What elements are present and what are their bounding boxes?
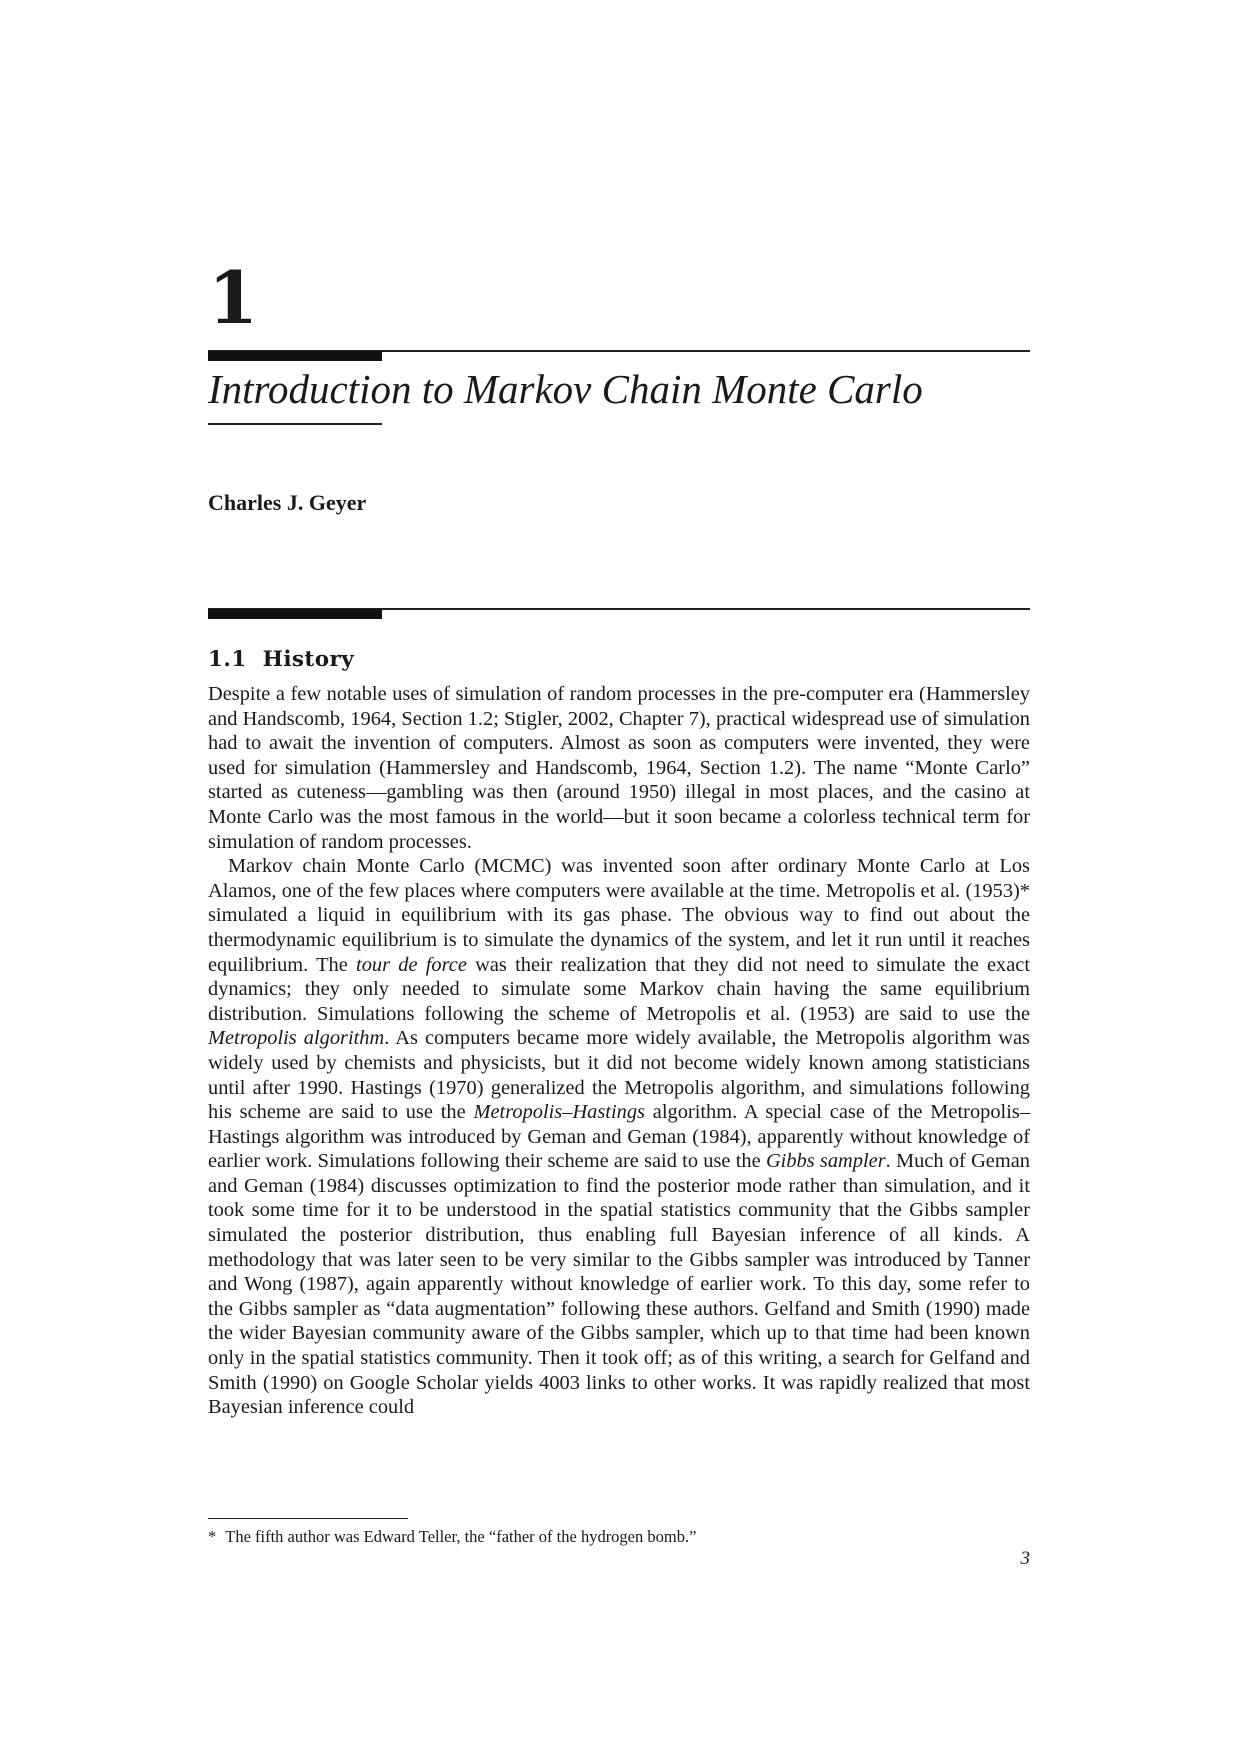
page-number: 3 <box>1020 1548 1030 1569</box>
footnote <box>208 1527 696 1547</box>
chapter-author: Charles J. Geyer <box>208 490 367 515</box>
italic-term: Metropolis algorithm <box>208 1027 385 1050</box>
body-paragraph <box>208 854 1030 1420</box>
italic-term: tour de force <box>356 953 467 976</box>
paragraph-text: . As computers became more widely available, the Metropolis algorithm was widely used by chemists and physicists, but it did not become widely known among statisticians until after 1990. Hastings (1970) generalized the Metropolis algorithm, and simulations following his scheme are said to use the <box>208 1027 1030 1124</box>
paragraph-text: . Much of Geman and Geman (1984) discusses optimization to find the posterior mode rather than simulation, and it took some time for it to be understood in the spatial statistics community that the Gibbs sampler simulated the posterior distribution, thus enabling full Bayesian inference of all kinds. A methodology that was later seen to be very similar to the Gibbs sampler was introduced by Tanner and Wong (1987), again apparently without knowledge of earlier work. To this day, some refer to the Gibbs sampler as “data augmentation” following these authors. Gelfand and Smith (1990) made the wider Bayesian community aware of the Gibbs sampler, which up to that time had been known only in the spatial statistics community. Then it took off; as of this writing, a search for Gelfand and Smith (1990) on Google Scholar yields 4003 links to other works. It was rapidly realized that most Bayesian inference could <box>208 1150 1030 1419</box>
section-body <box>208 682 1030 1420</box>
body-paragraph <box>208 682 1030 854</box>
chapter-title-underline <box>208 423 382 425</box>
section-title: History <box>262 647 355 672</box>
chapter-number: 1 <box>208 255 259 340</box>
footnote-text: The fifth author was Edward Teller, the “father of the hydrogen bomb.” <box>225 1527 697 1546</box>
chapter-rule-top-accent <box>208 351 382 361</box>
paragraph-text: Markov chain Monte Carlo (MCMC) was invented soon after ordinary Monte Carlo at Los Alamos, one of the few places where computers were available at the time. Metropolis et al. (1953)* simulated a liquid in equilibrium with its gas phase. The obvious way to find out about the thermodynamic equilibrium is to simulate the dynamics of the system, and let it run until it reaches equilibrium. The <box>208 855 1030 976</box>
section-heading <box>208 647 354 672</box>
section-rule-accent <box>208 609 382 619</box>
paragraph-text: was their realization that they did not need to simulate the exact dynamics; they only needed to simulate some Markov chain having the same equilibrium distribution. Simulations following the scheme of Metropolis et al. (1953) are said to use the <box>208 953 1030 1025</box>
italic-term: Metropolis–Hastings <box>473 1101 645 1124</box>
chapter-title: Introduction to Markov Chain Monte Carlo <box>208 366 923 412</box>
italic-term: Gibbs sampler <box>765 1150 886 1173</box>
section-number: 1.1 <box>208 647 247 672</box>
paragraph-text: algorithm. A special case of the Metropolis–Hastings algorithm was introduced by Geman and Geman (1984), apparently without knowledge of earlier work. Simulations following their scheme are said to use the <box>208 1101 1030 1173</box>
footnote-mark: * <box>208 1527 217 1546</box>
paragraph-text: Despite a few notable uses of simulation of random processes in the pre-computer era (Hammersley and Handscomb, 1964, Section 1.2; Stigler, 2002, Chapter 7), practical widespread use of simulation had to await the invention of computers. Almost as soon as computers were invented, they were used for simulation (Hammersley and Handscomb, 1964, Section 1.2). The name “Monte Carlo” started as cuteness—gambling was then (around 1950) illegal in most places, and the casino at Monte Carlo was the most famous in the world—but it soon became a colorless technical term for simulation of random processes. <box>208 683 1030 853</box>
footnote-rule <box>208 1518 408 1519</box>
